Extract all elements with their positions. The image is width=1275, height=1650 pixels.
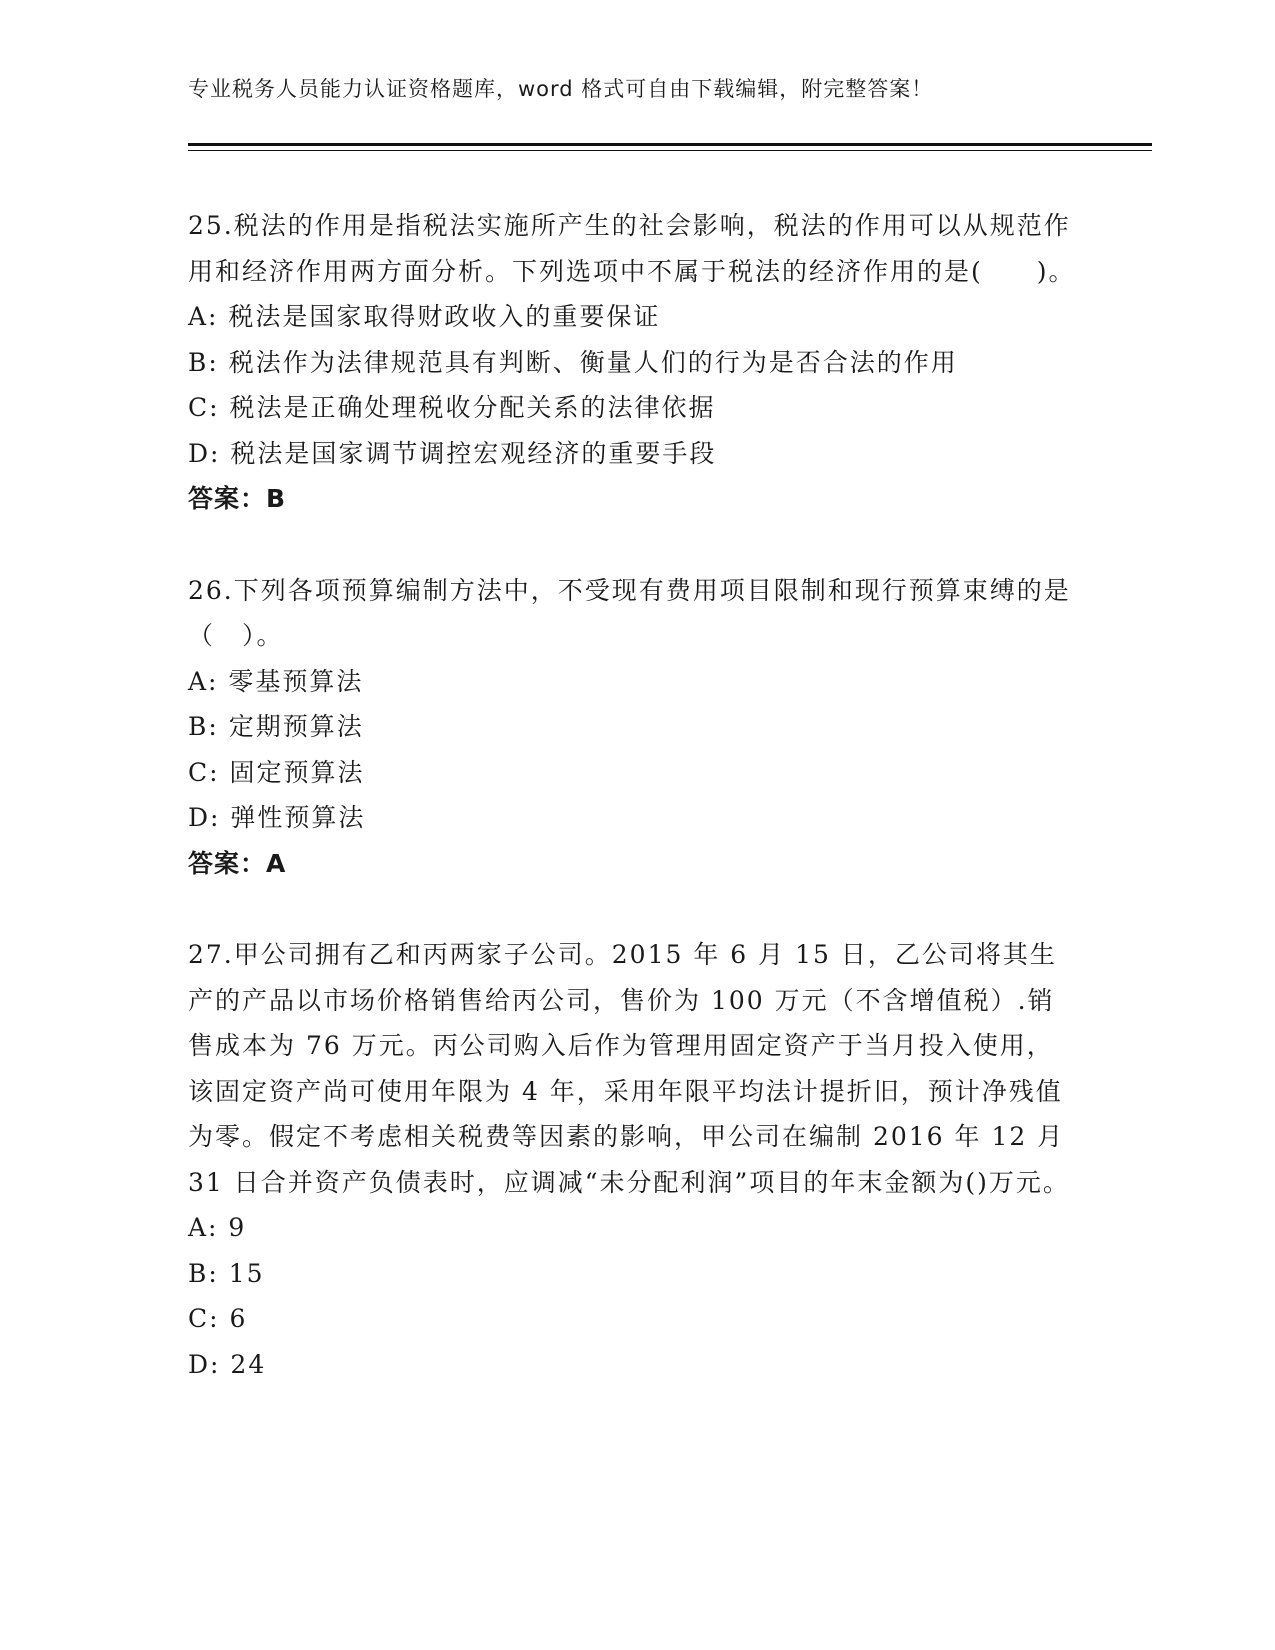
option-c: C: 6 <box>188 1304 248 1333</box>
question-25 <box>188 203 1078 522</box>
page-header-text: 专业税务人员能力认证资格题库，word 格式可自由下载编辑，附完整答案！ <box>188 77 934 101</box>
option-b: B: 15 <box>188 1258 265 1288</box>
option-c: C: 固定预算法 <box>188 757 365 787</box>
header-rule-thick <box>188 143 1152 146</box>
answer-line: 答案：A <box>188 848 287 878</box>
answer-line: 答案：B <box>188 484 287 513</box>
option-a: A: 零基预算法 <box>188 666 364 696</box>
question-stem: 27.甲公司拥有乙和丙两家子公司。2015 年 6 月 15 日，乙公司将其生产的产品以市场价格销售给丙公司，售价为 100 万元（不含增值税）.销售成本为 76 万元。丙公司购入后作为管理用固定资产于当月投入使用，该固定资产尚可使用年限为 4 年，采用年限平均法计提折旧，预计净残值为零。假定不考虑相关税费等因素的影响，甲公司在编制 2016 年 12 月 31 日合并资产负债表时，应调减“未分配利润”项目的年末金额为()万元。 <box>188 940 1070 1197</box>
option-d: D: 税法是国家调节调控宏观经济的重要手段 <box>188 438 717 468</box>
question-stem: 25.税法的作用是指税法实施所产生的社会影响，税法的作用可以从规范作用和经济作用两方面分析。下列选项中不属于税法的经济作用的是( )。 <box>188 211 1076 286</box>
option-b: B: 定期预算法 <box>188 712 364 741</box>
option-b: B: 税法作为法律规范具有判断、衡量人们的行为是否合法的作用 <box>188 347 958 377</box>
question-27 <box>188 932 1078 1387</box>
option-a: A: 9 <box>188 1213 247 1242</box>
option-d: D: 24 <box>188 1349 267 1379</box>
option-d: D: 弹性预算法 <box>188 803 366 832</box>
question-26 <box>188 568 1078 887</box>
option-a: A: 税法是国家取得财政收入的重要保证 <box>188 302 661 331</box>
header-rule-thin <box>188 150 1152 151</box>
question-list <box>188 203 1078 1433</box>
question-stem: 26.下列各项预算编制方法中，不受现有费用项目限制和现行预算束缚的是（ ）。 <box>188 575 1071 650</box>
option-c: C: 税法是正确处理税收分配关系的法律依据 <box>188 393 716 422</box>
